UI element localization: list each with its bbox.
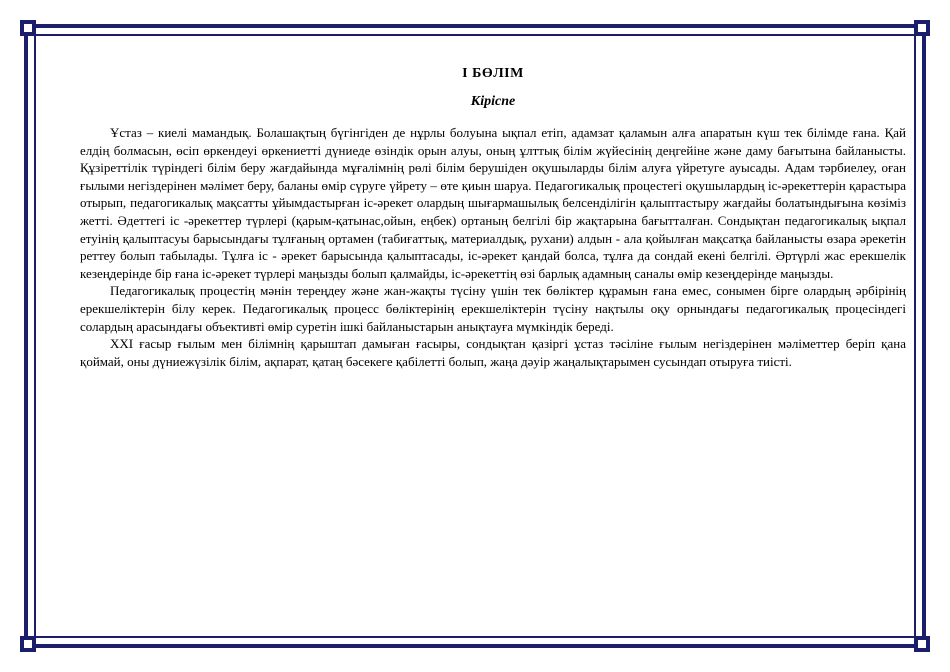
border-corner-ornament [914, 20, 930, 36]
paragraph-1: Ұстаз – киелі мамандық. Болашақтың бүгінгіден де нұрлы болуына ықпал етіп, адамзат қаламын алға апаратын күш тек білімде ғана. Қай елдің болмасын, өсіп өркендеуі өркениетті дүниеде өзіндік орын алуы, оның ұлттық білім жүйесінің деңгейіне және даму бағытына байланысты. Құзіреттілік түріндегі білім беру жағдайында мұғалімнің рөлі білім берушіден оқушыларды білім алуға үйретуге ауысады. Адам тәрбиелеу, оған ғылыми негіздерінен мәлімет беру, баланы өмір сүруге үйрету – өте қиын шаруа. Педагогикалық процестегі оқушылардың іс-әрекеттерін қарастыра отырып, педагогикалық мақсатты ұйымдастырған іс-әрекет олардың шығармашылық белсенділігін қалыптастыру жағдайы болатындығына көзіміз жетті. Әдеттегі іс -әрекеттер түрлері (қарым-қатынас,ойын, еңбек) ортаның белгілі бір жақтарына бағытталған. Сондықтан педагогикалық ықпал етуінің қалыптасуы барысындағы тұлғаның ортамен (табиғаттық, материалдық, рухани) алдын - ала қойылған мақсатқа байланысты өзара әрекетін реттеу болып табылады. Тұлға іс - әрекет барысында қалыптасады, іс-әрекет қандай болса, тұлға да сондай екені белгілі. Әртүрлі жас ерекшелік кезеңдерінде бір ғана іс-әрекет түрлері маңызды болып қалмайды, іс-әрекеттің өзі барлық адамның саналы өмір кезеңдерінде маңызды. [80, 125, 906, 281]
document-body [80, 58, 906, 370]
paragraph-3: XXI ғасыр ғылым мен білімнің қарыштап дамыған ғасыры, сондықтан қазіргі ұстаз тәсіліне ғылым негіздерінен мәліметтер беріп қана қоймай, оны дүниежүзілік білім, ақпарат, қатаң бәсекеге қабілетті болып, жаңа дәуір жаңалықтарымен сусындап отыруға тиісті. [80, 336, 906, 369]
section-title: I БӨЛІМ [462, 66, 524, 81]
section-subtitle: Кіріспе [470, 94, 516, 109]
border-corner-ornament [914, 636, 930, 652]
paragraph-2: Педагогикалық процестің мәнін тереңдеу және жан-жақты түсіну үшін тек бөліктер құрамын ғана емес, сонымен бірге олардың әрбірінің ерекшеліктерін білу керек. Педагогикалық процесс бөліктерінің ерекшеліктерін түсіну нақтылы оқу орнындағы педагогикалық процесіндегі солардың арасындағы объективті өмір суретін ішкі байланыстарын анықтауға мүмкіндік береді. [80, 283, 906, 334]
border-corner-ornament [20, 20, 36, 36]
border-corner-ornament [20, 636, 36, 652]
